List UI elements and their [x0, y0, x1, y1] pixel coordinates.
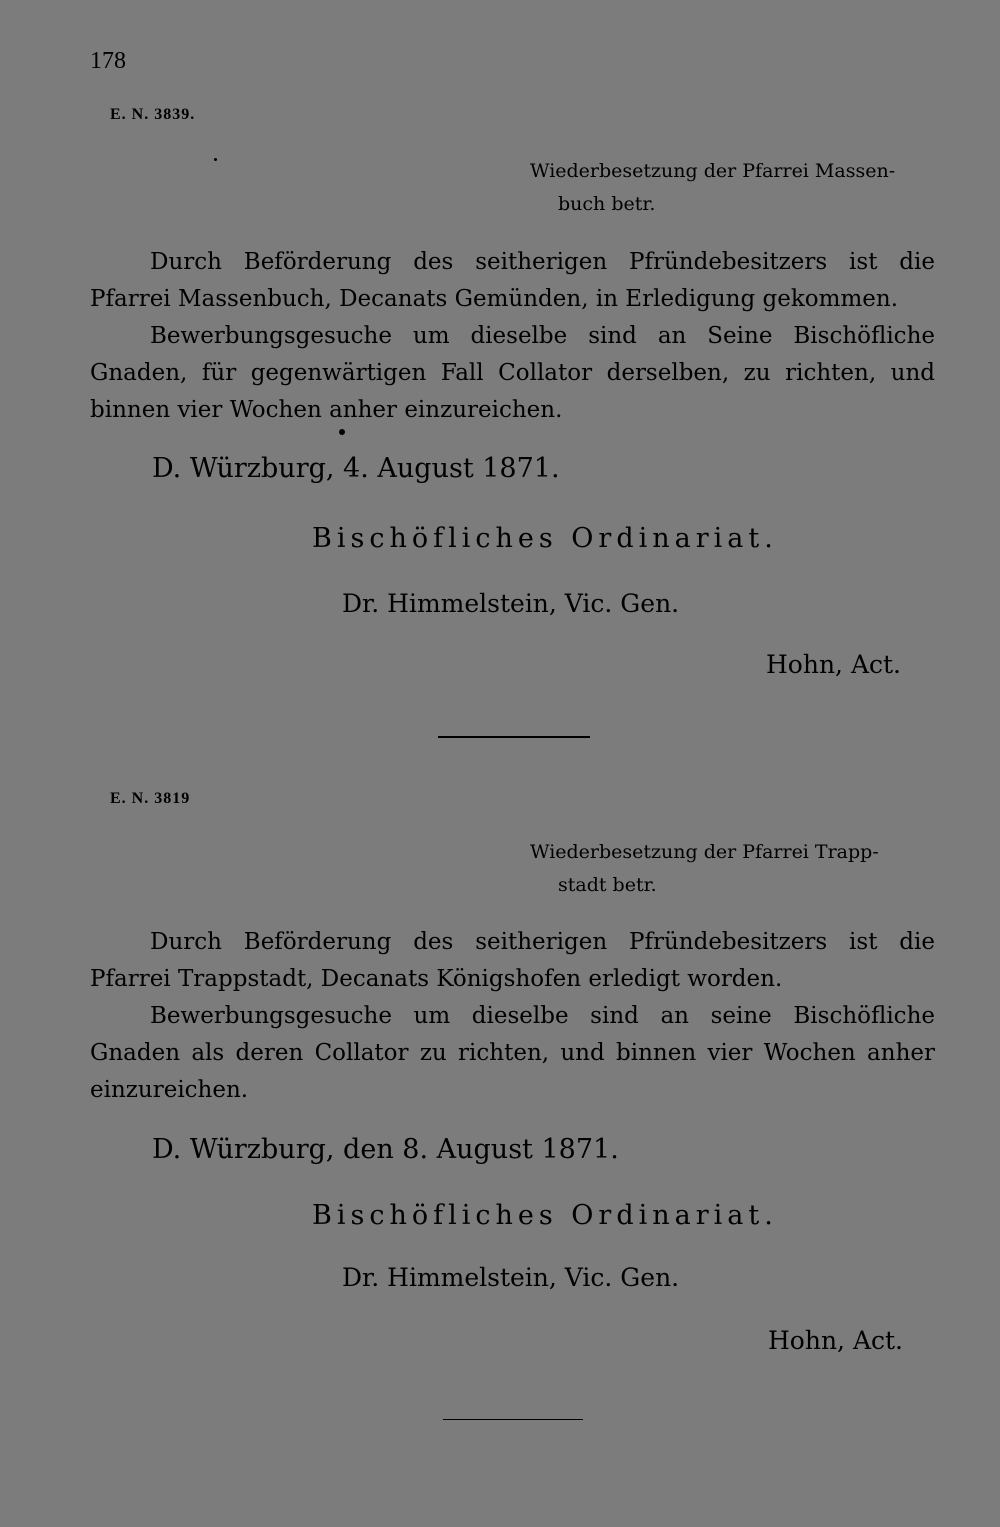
entry-body: [90, 924, 935, 1109]
speck: [339, 429, 345, 435]
clerk-signature: Hohn, Act.: [768, 1326, 903, 1355]
subject-line: stadt betr.: [558, 874, 657, 896]
entry-subject: [530, 155, 930, 221]
body-paragraph: Durch Beförderung des seitherigen Pfründebesitzers ist die Pfarrei Trappstadt, Decanats Königshofen erledigt worden.: [90, 929, 935, 992]
subject-line: buch betr.: [558, 193, 656, 215]
signatory: Dr. Himmelstein, Vic. Gen.: [342, 589, 680, 618]
clerk-signature: Hohn, Act.: [766, 650, 901, 679]
entry-number: E. N. 3839.: [110, 106, 196, 123]
speck: [214, 158, 217, 161]
place-date: D. Würzburg, 4. August 1871.: [152, 453, 560, 484]
signatory: Dr. Himmelstein, Vic. Gen.: [342, 1263, 680, 1292]
authority-name: Bischöfliches Ordinariat.: [312, 1200, 778, 1231]
section-divider: [438, 736, 590, 738]
entry-body: [90, 244, 935, 429]
body-paragraph: Durch Beförderung des seitherigen Pfründebesitzers ist die Pfarrei Massenbuch, Decanats Gemünden, in Erledigung gekommen.: [90, 249, 935, 312]
body-paragraph: Bewerbungsgesuche um dieselbe sind an seine Bischöfliche Gnaden als deren Collator zu richten, und binnen vier Wochen anher einzureichen.: [90, 1003, 935, 1103]
subject-line: Wiederbesetzung der Pfarrei Massen-: [530, 160, 896, 182]
page-number: 178: [90, 48, 126, 74]
entry-subject: [530, 836, 930, 902]
authority-name: Bischöfliches Ordinariat.: [312, 523, 778, 554]
section-divider: [443, 1419, 583, 1420]
body-paragraph: Bewerbungsgesuche um dieselbe sind an Seine Bischöfliche Gnaden, für gegenwärtigen Fall Collator derselben, zu richten, und binnen vier Wochen anher einzureichen.: [90, 323, 935, 423]
place-date: D. Würzburg, den 8. August 1871.: [152, 1134, 619, 1165]
subject-line: Wiederbesetzung der Pfarrei Trapp-: [530, 841, 879, 863]
entry-number: E. N. 3819: [110, 790, 191, 807]
